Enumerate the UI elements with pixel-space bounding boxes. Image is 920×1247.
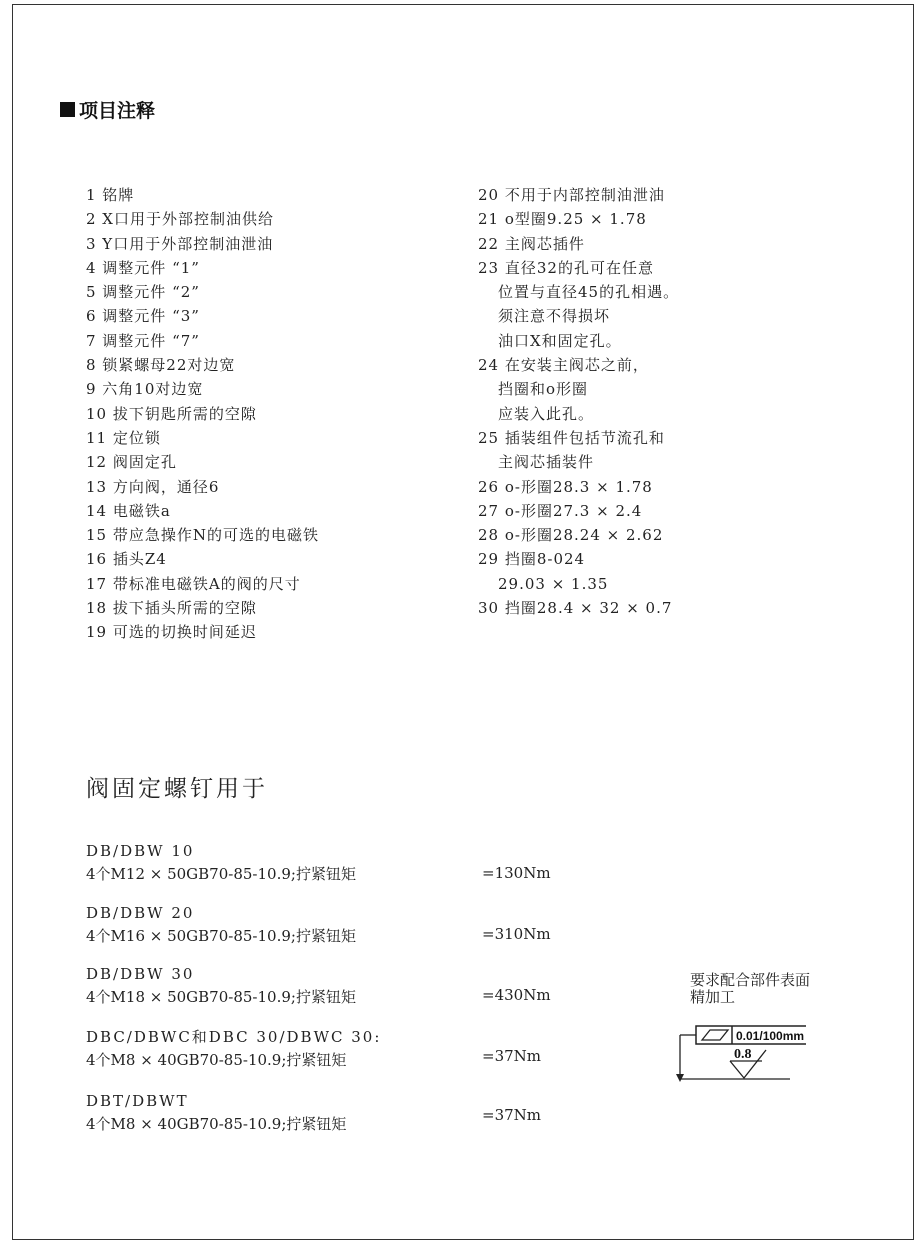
note-item: 10 拔下钥匙所需的空隙 bbox=[86, 404, 257, 423]
note-item: 26 o-形圈28.3 × 1.78 bbox=[478, 477, 653, 496]
requirement-note bbox=[690, 972, 810, 1006]
bolt-torque: =37Nm bbox=[482, 1047, 542, 1065]
note-item: 5 调整元件 “2” bbox=[86, 283, 200, 302]
note-item: 19 可选的切换时间延迟 bbox=[86, 623, 257, 642]
note-item: 11 定位锁 bbox=[86, 428, 161, 447]
bolt-torque: =37Nm bbox=[482, 1106, 542, 1124]
note-item: 27 o-形圈27.3 × 2.4 bbox=[478, 501, 643, 520]
note-item: 25 插装组件包括节流孔和 bbox=[478, 428, 665, 447]
note-item: 29 挡圈8-024 bbox=[478, 550, 586, 569]
note-item: 20 不用于内部控制油泄油 bbox=[478, 186, 665, 204]
note-item: 9 六角10对边宽 bbox=[86, 380, 204, 399]
flatness-tolerance-symbol bbox=[676, 1024, 806, 1086]
note-item: 4 调整元件 “1” bbox=[86, 258, 200, 277]
note-item: 1 铭牌 bbox=[86, 186, 135, 204]
notes-right-column bbox=[478, 183, 679, 620]
bolt-model: DB/DBW 20 bbox=[86, 904, 195, 922]
note-item: 须注意不得损坏 bbox=[498, 307, 611, 326]
note-item: 主阀芯插装件 bbox=[498, 453, 595, 472]
bolt-spec bbox=[86, 1090, 346, 1136]
bolt-model: DBC/DBWC和DBC 30/DBWC 30: bbox=[86, 1028, 382, 1046]
note-item: 18 拔下插头所需的空隙 bbox=[86, 599, 257, 618]
bolt-torque: =130Nm bbox=[482, 864, 551, 882]
bolt-spec bbox=[86, 1026, 381, 1072]
bolt-spec bbox=[86, 840, 356, 886]
bolt-torque: =430Nm bbox=[482, 986, 551, 1004]
note-item: 6 调整元件 “3” bbox=[86, 307, 200, 326]
bolt-screw-spec: 4个M12 × 50GB70-85-10.9;拧紧钮矩 bbox=[86, 865, 356, 883]
note-item: 24 在安装主阀芯之前， bbox=[478, 356, 649, 375]
requirement-line-2: 精加工 bbox=[690, 988, 736, 1006]
note-item: 23 直径32的孔可在任意 bbox=[478, 258, 654, 277]
requirement-line-1: 要求配合部件表面 bbox=[690, 971, 811, 989]
note-item: 3 Y口用于外部控制油泄油 bbox=[86, 234, 274, 253]
note-item: 应装入此孔。 bbox=[498, 404, 595, 423]
bolt-screw-spec: 4个M8 × 40GB70-85-10.9;拧紧钮矩 bbox=[86, 1051, 347, 1069]
note-item: 29.03 × 1.35 bbox=[498, 574, 609, 593]
note-item: 油口X和固定孔。 bbox=[498, 331, 622, 350]
tolerance-value: 0.01/100mm bbox=[736, 1029, 805, 1043]
bolt-model: DB/DBW 10 bbox=[86, 842, 195, 860]
bolt-screw-spec: 4个M8 × 40GB70-85-10.9;拧紧钮矩 bbox=[86, 1115, 347, 1133]
note-item: 15 带应急操作N的可选的电磁铁 bbox=[86, 526, 319, 545]
bolt-model: DB/DBW 30 bbox=[86, 965, 195, 983]
note-item: 22 主阀芯插件 bbox=[478, 234, 585, 253]
bolt-spec bbox=[86, 963, 356, 1009]
arrow-down-icon bbox=[676, 1074, 684, 1082]
black-square-icon bbox=[60, 102, 75, 117]
note-item: 12 阀固定孔 bbox=[86, 453, 177, 472]
note-item: 21 o型圈9.25 × 1.78 bbox=[478, 210, 647, 229]
note-item: 28 o-形圈28.24 × 2.62 bbox=[478, 526, 664, 545]
note-item: 16 插头Z4 bbox=[86, 550, 167, 569]
notes-left-column bbox=[86, 183, 319, 645]
bolt-screw-spec: 4个M18 × 50GB70-85-10.9;拧紧钮矩 bbox=[86, 988, 356, 1006]
note-item: 17 带标准电磁铁A的阀的尺寸 bbox=[86, 574, 301, 593]
note-item: 7 调整元件 “7” bbox=[86, 331, 200, 350]
note-item: 位置与直径45的孔相遇。 bbox=[498, 283, 680, 302]
section-heading-text: 项目注释 bbox=[79, 100, 156, 122]
bolt-torque: =310Nm bbox=[482, 925, 551, 943]
roughness-value: 0.8 bbox=[734, 1047, 752, 1062]
note-item: 2 X口用于外部控制油供给 bbox=[86, 210, 274, 229]
flatness-icon bbox=[702, 1030, 728, 1040]
note-item: 8 锁紧螺母22对边宽 bbox=[86, 356, 236, 375]
note-item: 13 方向阀，通径6 bbox=[86, 477, 220, 496]
bolt-model: DBT/DBWT bbox=[86, 1092, 189, 1110]
note-item: 挡圈和o形圈 bbox=[498, 380, 589, 399]
bolts-title: 阀固定螺钉用于 bbox=[86, 776, 268, 802]
section-heading bbox=[60, 96, 155, 123]
bolt-spec bbox=[86, 902, 356, 948]
bolt-screw-spec: 4个M16 × 50GB70-85-10.9;拧紧钮矩 bbox=[86, 927, 356, 945]
note-item: 14 电磁铁a bbox=[86, 501, 171, 520]
note-item: 30 挡圈28.4 × 32 × 0.7 bbox=[478, 599, 673, 618]
